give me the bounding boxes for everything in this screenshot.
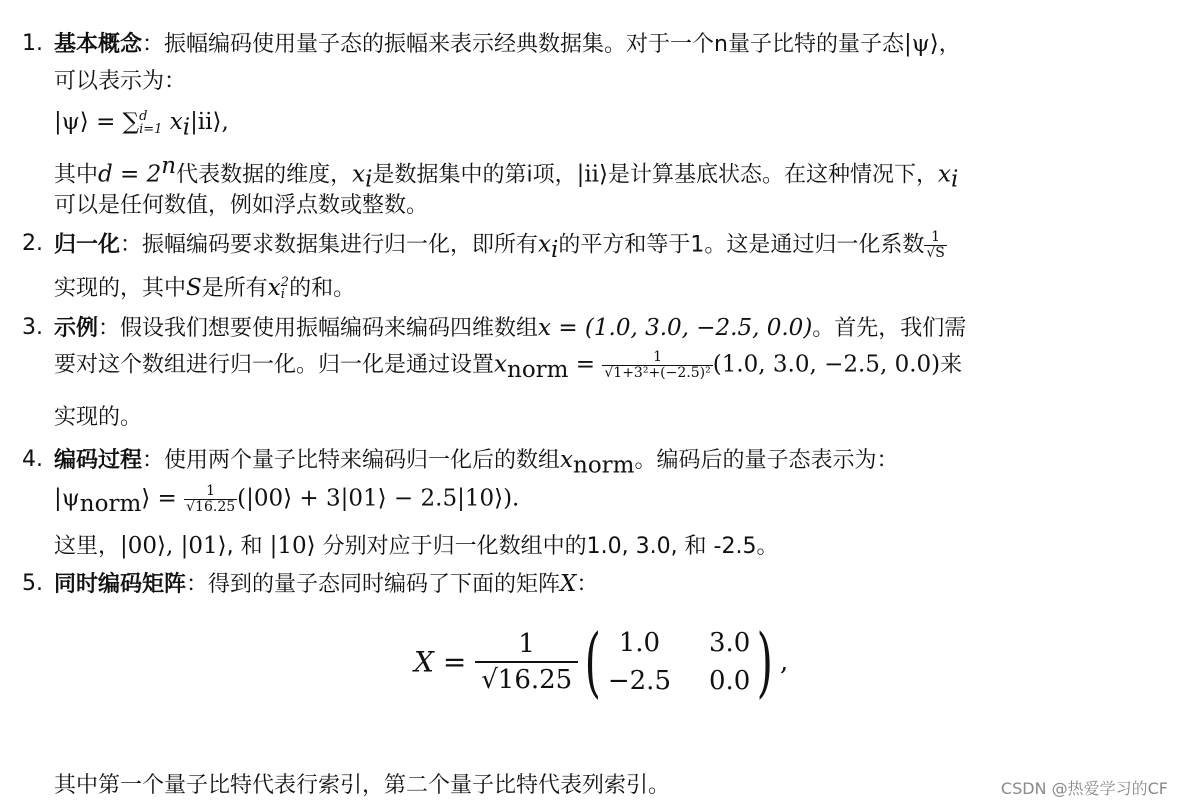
item-3-text-4: 来 [940,352,963,378]
item-4-text-5: 分别对应于归一化数组中的1.0, 3.0, 和 -2.5。 [315,534,779,559]
xi-sub-3: i [551,236,559,263]
item-4-line-3 [54,532,778,561]
item-4-text-4: , 和 [226,534,270,559]
matrix-fraction [475,627,578,697]
item-2-text-2: 的平方和等于1。这是通过归一化系数 [558,232,925,258]
ket-10: |10⟩ [269,533,316,559]
item-4-text-1: ：使用两个量子比特来编码归一化后的数组 [142,448,561,473]
left-paren: ( [584,617,602,706]
xi-symbol: x [352,161,366,188]
xi-sq-sub: i [280,287,285,302]
kets-00-01: |00⟩, |01⟩ [120,533,227,559]
frac-num-2: 1 [602,350,712,366]
x-vector: x = (1.0, 3.0, −2.5, 0.0) [538,315,813,341]
matrix-cell-10: −2.5 [607,666,671,696]
xi-sub: i [365,166,373,193]
frac-den-2: √1+3²+(−2.5)² [604,365,711,381]
state-fraction [184,484,237,515]
d-sup: n [161,153,177,179]
xnorm-symbol: x [494,351,507,378]
item-5-footer: 其中第一个量子比特代表行索引，第二个量子比特代表列索引。 [54,773,671,798]
item-1-line-1 [54,30,961,59]
item-5-number: 5. [22,571,43,596]
frac-num: 1 [924,230,947,246]
frac-den-3: √16.25 [186,499,236,515]
ket-ii: |ii⟩ [576,161,609,188]
matrix-cell-00: 1.0 [618,628,661,658]
S-symbol: S [186,275,202,301]
item-1-line-4 [54,152,958,194]
item-3-text-1: ：假设我们想要使用振幅编码来编码四维数组 [98,316,539,341]
frac-den: √S [926,245,945,261]
text-qizhong: 其中 [54,162,99,188]
text-dimension: 代表数据的维度， [176,162,353,188]
xnorm-symbol-2: x [560,447,574,473]
item-1-title: 基本概念 [54,32,143,57]
X-symbol: X [560,571,577,597]
norm-fraction [602,350,712,381]
item-4-title: 编码过程 [54,448,143,473]
xi-symbol-2: x [938,161,952,188]
sum-upper: d [139,109,148,124]
xi-sub-2: i [951,166,959,193]
matrix-X [608,624,751,700]
xi-symbol-3: x [538,231,552,258]
xnorm-sub: norm [507,356,569,383]
matrix-frac-num: 1 [475,627,578,663]
item-2-text-1: ：振幅编码要求数据集进行归一化，即所有 [120,232,539,258]
matrix-lhs: X = [414,645,476,679]
item-5-text-2: ： [576,572,599,597]
text-basis: 是计算基底状态。在这种情况下， [608,162,939,188]
item-4-line-1 [54,446,899,479]
d-equals: d = 2 [98,161,162,188]
xi-symbol-4: x [267,275,281,301]
formula-psi-sum: |ψ⟩ = ∑ [54,109,140,135]
item-2-text-3: 实现的，其中 [54,276,187,301]
item-2-line-2 [54,274,355,303]
frac-num-3: 1 [184,484,237,500]
text-item-i: 是数据集中的第i项， [372,162,577,188]
sum-lower: i=1 [139,122,163,137]
item-3-line-1 [54,314,966,343]
matrix-comma: , [780,647,789,677]
item-3-title: 示例 [54,316,99,341]
formula-x: x [162,109,183,135]
xi-sq-sup: 2 [280,275,290,290]
item-5-title: 同时编码矩阵 [54,572,187,597]
xnorm-sub-2: norm [573,452,635,479]
formula-ket-ii: |ii⟩, [190,109,229,135]
item-2-line-1 [54,230,947,264]
item-2-text-5: 的和。 [289,276,356,301]
psi-norm-end: ⟩ = [141,485,185,512]
item-2-number: 2. [22,231,43,256]
matrix-cell-11: 0.0 [709,666,751,696]
item-1-number: 1. [22,31,43,56]
item-1-text-1: ：振幅编码使用量子态的振幅来表示经典数据集。对于一个n量子比特的量子态 [142,32,904,57]
item-4-text-2: 。编码后的量子态表示为： [634,448,899,473]
item-1-text-1-end: ， [938,32,961,57]
psi-norm-sub: norm [79,490,142,517]
state-expression: (|00⟩ + 3|01⟩ − 2.5|10⟩). [237,485,520,512]
item-3-text-3: 要对这个数组进行归一化。归一化是通过设置 [54,352,495,378]
item-2-text-4: 是所有 [201,276,268,301]
item-1-line-2: 可以表示为： [54,69,187,94]
item-2-title: 归一化 [54,232,121,258]
item-1-line-5: 可以是任何数值，例如浮点数或整数。 [54,193,429,218]
item-4-number: 4. [22,447,43,472]
item-1-formula [54,108,229,141]
item-3-line-2 [54,350,962,384]
item-5-text-1: ：得到的量子态同时编码了下面的矩阵 [186,572,561,597]
item-3-line-3: 实现的。 [54,405,143,430]
matrix-cell-01: 3.0 [709,628,751,658]
ket-psi: |ψ⟩ [903,31,939,57]
norm-coefficient [924,230,947,261]
vector: (1.0, 3.0, −2.5, 0.0) [712,351,941,378]
item-3-text-2: 。首先，我们需 [812,316,967,341]
right-paren: ) [757,617,774,706]
item-5-line-1 [54,570,598,599]
csdn-watermark: CSDN @热爱学习的CF [1000,779,1168,798]
matrix-frac-den: √16.25 [481,665,573,695]
psi-norm: |ψ [54,485,80,512]
item-4-text-3: 这里， [54,534,121,559]
item-4-formula [54,484,519,518]
matrix-equation [414,617,789,706]
item-3-number: 3. [22,315,43,340]
equals: = [568,351,603,378]
formula-x-sub: i [182,114,191,141]
